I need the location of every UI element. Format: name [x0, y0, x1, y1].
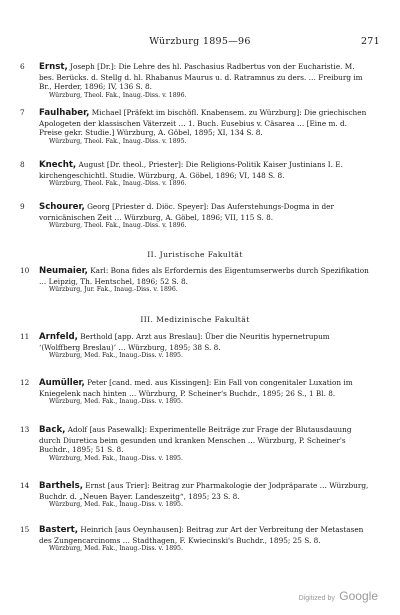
bibliography-entry: [20, 266, 370, 295]
watermark-prefix: Digitized by: [298, 595, 335, 602]
author-surname: Arnfeld,: [39, 332, 78, 342]
page-header: [20, 36, 380, 50]
entry-number: 10: [20, 266, 30, 275]
dissertation-note: Würzburg, Med. Fak., Inaug.-Diss. v. 1895.: [49, 454, 183, 462]
entry-text: August [Dr. theol., Priester]: Die Religions-Politik Kaiser Justinians I. E. kirchengeschichtl. Studie. Würzburg, A. Göbel, 1896; VI, 148 S. 8.: [39, 160, 343, 180]
bibliography-entry: [20, 525, 370, 554]
bibliography-entry: [20, 62, 370, 100]
dissertation-note: Würzburg, Med. Fak., Inaug.-Diss. v. 1895.: [49, 352, 183, 360]
entry-number: 15: [20, 525, 30, 534]
bibliography-entry: [20, 108, 370, 146]
author-surname: Knecht,: [39, 160, 77, 170]
bibliography-entry: [20, 378, 370, 407]
bibliography-entry: [20, 332, 370, 361]
bibliography-entry: [20, 481, 370, 510]
dissertation-note: Würzburg, Med. Fak., Inaug.-Diss. v. 1895.: [49, 501, 183, 509]
entry-number: 12: [20, 378, 30, 387]
section-heading-juristic: II. Juristische Fakultät: [147, 250, 243, 259]
entry-text: Berthold [app. Arzt aus Breslau]: Über die Neuritis hypernetrupum ‘(Wolffberg Breslau)’ … Würzburg, 1895; 38 S. 8.: [39, 332, 330, 352]
entry-text: Joseph [Dr.]: Die Lehre des hl. Paschasius Radbertus von der Eucharistie. M. bes. Berücks. d. Stellg d. hl. Rhabanus Maurus u. d. Ratramnus zu ders. … Freiburg im Br., Herder, 1896; IV, 136 S. 8.: [39, 62, 363, 92]
entry-text: Georg [Priester d. Diöc. Speyer]: Das Auferstehungs-Dogma in der vornicänischen Zeit … Würzburg, A. Göbel, 1896; VII, 115 S. 8.: [39, 202, 334, 222]
bibliography-entry: [20, 425, 370, 463]
section-heading-medical: III. Medizinische Fakultät: [140, 315, 250, 324]
entry-number: 14: [20, 481, 30, 490]
dissertation-note: Würzburg, Theol. Fak., Inaug.-Diss. v. 1896.: [49, 91, 187, 99]
author-surname: Faulhaber,: [39, 108, 90, 118]
page-number: 271: [360, 36, 380, 47]
dissertation-note: Würzburg, Theol. Fak., Inaug.-Diss. v. 1896.: [49, 222, 187, 230]
digitized-by-google-watermark: [299, 587, 378, 605]
entry-text: Adolf [aus Pasewalk]: Experimentelle Beiträge zur Frage der Blutausdauung durch Diuretica beim gesunden und kranken Menschen … Würzburg, P. Scheiner's Buchdr., 1895; 51 S. 8.: [39, 425, 352, 455]
bibliography-entry: [20, 160, 370, 189]
entry-text: Michael [Präfekt im bischöfl. Knabensem. zu Würzburg]: Die griechischen Apologeten der klassischen Väterzeit … 1. Buch. Eusebius v. Cäsarea … [Eine m. d. Preise gekr. Studie.] Würzburg, A. Göbel, 1895; XI, 134 S. 8.: [39, 108, 367, 138]
running-title: Würzburg 1895—96: [149, 36, 251, 47]
author-surname: Aumüller,: [39, 378, 85, 388]
google-logo: Google: [339, 589, 378, 603]
entry-number: 13: [20, 425, 30, 434]
author-surname: Barthels,: [39, 481, 83, 491]
bibliography-entry: [20, 202, 370, 231]
entry-number: 9: [20, 202, 25, 211]
entry-number: 11: [20, 332, 30, 341]
entry-text: Peter [cand. med. aus Kissingen]: Ein Fall von congenitaler Luxation im Kniegelenk nach hinten … Würzburg, P. Scheiner's Buchdr., 1895; 26 S., 1 Bl. 8.: [39, 378, 353, 398]
author-surname: Back,: [39, 425, 66, 435]
entry-text: Heinrich [aus Oeynhausen]: Beitrag zur Art der Verbreitung der Metastasen des Zungencarcinoms … Stadthagen, F. Kwiecinski's Buchdr., 1895; 25 S. 8.: [39, 525, 364, 545]
dissertation-note: Würzburg, Med. Fak., Inaug.-Diss. v. 1895.: [49, 545, 183, 553]
author-surname: Neumaier,: [39, 266, 88, 276]
dissertation-note: Würzburg, Theol. Fak., Inaug.-Diss. v. 1896.: [49, 180, 187, 188]
entry-number: 7: [20, 108, 25, 117]
entry-number: 8: [20, 160, 25, 169]
dissertation-note: Würzburg, Theol. Fak., Inaug.-Diss. v. 1895.: [49, 137, 187, 145]
entry-number: 6: [20, 62, 25, 71]
entry-text: Karl: Bona fides als Erfordernis des Eigentumserwerbs durch Spezifikation … Leipzig, Th. Hentschel, 1896; 52 S. 8.: [39, 266, 369, 286]
author-surname: Ernst,: [39, 62, 68, 72]
dissertation-note: Würzburg, Jur. Fak., Inaug.-Diss. v. 1896.: [49, 286, 178, 294]
entry-text: Ernst [aus Trier]: Beitrag zur Pharmakologie der Jodpräparate … Würzburg, Buchdr. d. „Neuen Bayer. Landeszeitg“, 1895; 23 S. 8.: [39, 481, 369, 501]
dissertation-note: Würzburg, Med. Fak., Inaug.-Diss. v. 1895.: [49, 398, 183, 406]
author-surname: Schourer,: [39, 202, 85, 212]
author-surname: Bastert,: [39, 525, 79, 535]
